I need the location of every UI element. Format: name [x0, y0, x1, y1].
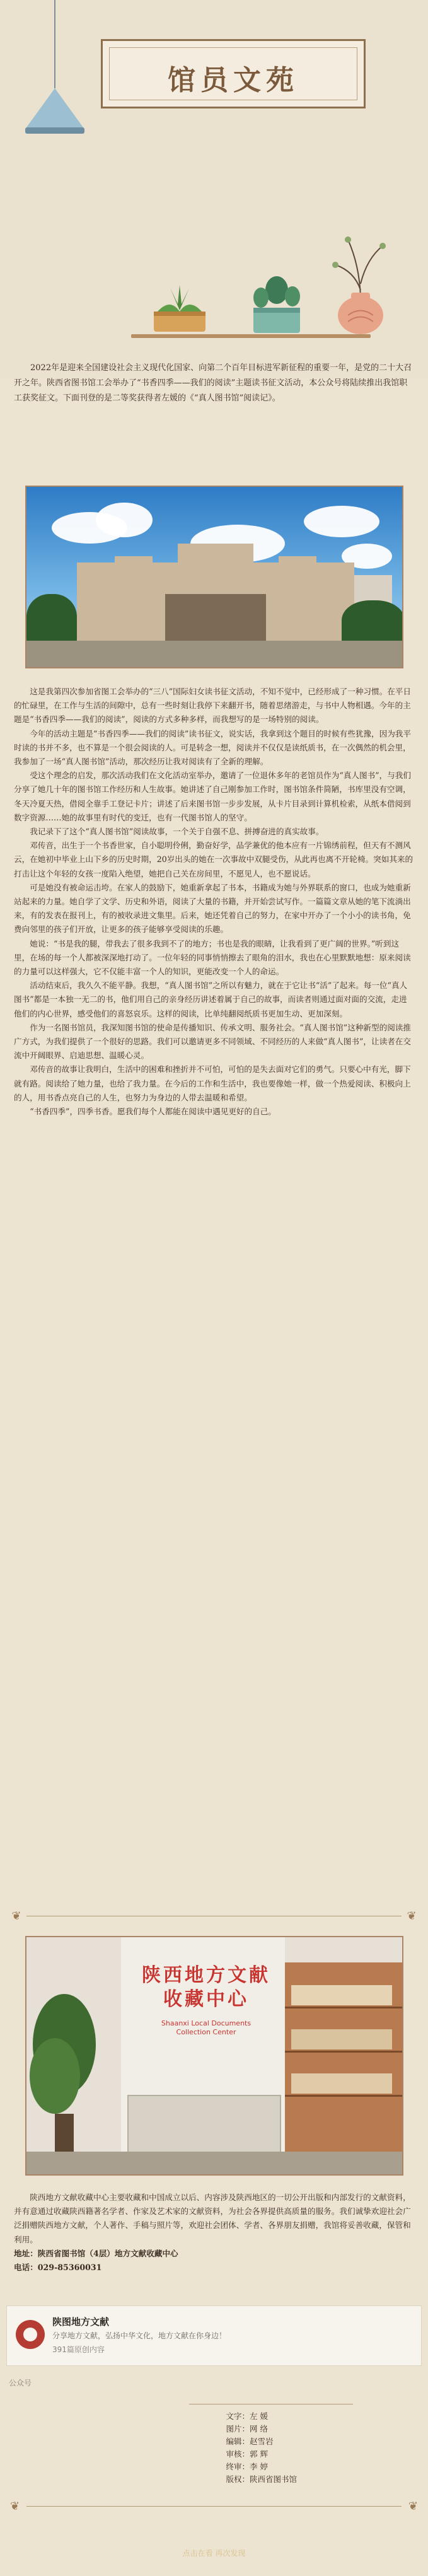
potted-plant-icon — [26, 1988, 102, 2176]
credit-row: 审核：郭 辉 — [226, 2449, 268, 2459]
plaza — [26, 641, 402, 668]
shelf-line — [131, 334, 371, 338]
collection-center-description: 陕西地方文献收藏中心主要收藏和中国成立以后、内容涉及陕西地区的一切公开出版和内部发行的文献资料，并有意通过收藏陕西籍著名学者、作家及艺术家的文献资料，为社会各界提供高质量的服务。我们诚挚欢迎社会广泛捐赠陕西地方文献，个人著作、手稿与照片等，欢迎社会团体、学者、各界朋友捐赠，我馆将妥善收藏，保管和利用。 — [14, 2193, 411, 2244]
account-post-count: 391篇原创内容 — [52, 2345, 105, 2354]
article-paragraph: 可是她没有被命运击垮。在家人的鼓励下，她重新拿起了书本，书籍成为她与外界联系的窗口，也成为她重新站起来的力量。她自学了文学、历史和外语，阅读了大量的书籍，并开始尝试写作。一篇篇文章从她的笔下流淌出来，有的发表在报刊上，有的被收录进文集里。后来，她还凭着自己的努力，在家中开办了一个小小的读书角，免费向邻里的孩子们开放，让更多的孩子能够享受阅读的乐趣。 — [14, 882, 411, 935]
article-paragraph: 她说：“书是我的腿，带我去了很多我到不了的地方；书也是我的眼睛，让我看到了更广阔的世界。”听到这里，在场的每一个人都被深深地打动了。一位年轻的同事悄悄擦去了眼角的泪水，我也在心里默默地想：原来阅读的力量可以这样强大，它不仅能丰富一个人的知识，更能改变一个人的命运。 — [14, 938, 411, 977]
collection-center-info — [14, 2191, 415, 2275]
header-banner — [0, 0, 428, 378]
account-type-label: 公众号 — [9, 2379, 32, 2387]
article-paragraph: 我记录下了这个“真人图书馆”阅读故事，一个关于自强不息、拼搏奋进的真实故事。 — [30, 827, 324, 837]
credit-row: 终审：李 婷 — [226, 2462, 268, 2471]
article-paragraph: 活动结束后，我久久不能平静。我想，“真人图书馆”之所以有魅力，就在于它让书“活”了起来。每一位“真人图书”都是一本独一无二的书，他们用自己的亲身经历讲述着属于自己的故事，而读者则通过面对面的交流，走进他们的内心世界，感受他们的喜怒哀乐。这样的阅读，比单纯翻阅纸质书更加生动、更加深刻。 — [14, 981, 408, 1018]
article-paragraph: 邓传音，出生于一个书香世家，自小聪明伶俐，勤奋好学，品学兼优的他本应有一片锦绣前程，但天有不测风云，在她初中毕业上山下乡的历史时期，20岁出头的她在一次事故中双腿受伤，从此再也离不开轮椅。突如其来的打击让这个年轻的女孩一度陷入绝望，她把自己关在房间里，不愿见人，也不愿说话。 — [14, 841, 414, 878]
knot-icon: ❦ — [10, 2500, 20, 2513]
intro-paragraph: 2022年是迎来全国建设社会主义现代化国家、向第二个百年目标进军新征程的重要一年，是党的二十大召开之年。陕西省图书馆工会举办了“书香四季——我们的阅读”主题读书征文活动，本公众号将陆续推出我馆职工获奖征文。下面刊登的是二等奖获得者左媛的《“真人图书馆”阅读记》。 — [14, 363, 412, 403]
collection-center-sign: 陕西地方文献 收藏中心 — [142, 1964, 270, 2010]
credit-row: 编辑：赵雪岩 — [226, 2437, 274, 2446]
knot-icon: ❦ — [408, 2500, 418, 2513]
floor — [26, 2152, 403, 2176]
credits-block — [189, 2410, 353, 2486]
vase-plant-icon — [323, 227, 398, 335]
lamp-rim — [25, 127, 84, 134]
credit-row: 版权：陕西省图书馆 — [226, 2474, 298, 2484]
library-building-photo — [25, 486, 403, 668]
account-avatar — [16, 2320, 45, 2349]
footer-prompt: 点击在看 再次发现 — [182, 2549, 246, 2558]
phone-line: 电话：029-85360031 — [14, 2263, 102, 2273]
article-paragraph: 作为一名图书馆员，我深知图书馆的使命是传播知识、传承文明、服务社会。“真人图书馆”这种新型的阅读推广方式，为我们提供了一个很好的思路。我们可以邀请更多不同领域、不同经历的人来做“真人图书”，让读者在交流中开阔眼界、启迪思想、温暖心灵。 — [14, 1022, 411, 1061]
page-title: 馆员文苑 — [168, 64, 299, 96]
article-paragraph: 这是我第四次参加省图工会举办的“三八”国际妇女读书征文活动，不知不觉中，已经形成了一种习惯。在平日的忙碌里，在工作与生活的间隙中，总有一些时刻让我停下来翻开书，随着思绪游走，与书中人物相遇。今年的主题是“书香四季——我们的阅读”，阅读的方式多种多样，而我想写的是一场特别的阅读。 — [14, 687, 411, 725]
account-description: 分享地方文献，弘扬中华文化，地方文献在你身边！ — [52, 2331, 227, 2340]
cactus-icon — [242, 271, 311, 335]
credit-row: 图片：网 络 — [226, 2424, 268, 2433]
lamp-icon — [26, 88, 83, 127]
knot-icon: ❦ — [11, 1909, 21, 1923]
title-frame — [101, 39, 366, 108]
article-paragraph: 今年的活动主题是“书香四季——我们的阅读”读书征文，说实话，我拿到这个题目的时候有些犹豫，因为我平时读的书并不多，也不算是一个很会阅读的人。可是转念一想，阅读并不仅仅是读纸质书，在一次偶然的机会里，我参加了一场“真人图书馆”活动，那次经历让我对阅读有了全新的理解。 — [14, 728, 411, 767]
display-case — [127, 2095, 281, 2160]
collection-center-sign-en: Shaanxi Local Documents Collection Center — [161, 2019, 252, 2036]
credit-row: 文字：左 媛 — [226, 2411, 268, 2421]
knot-icon: ❦ — [407, 1909, 417, 1923]
ornament-divider — [6, 1907, 422, 1926]
article-paragraph: 受这个理念的启发，那次活动我们在文化活动室举办，邀请了一位退休多年的老馆员作为“真人图书”，与我们分享了她几十年的图书馆工作经历和人生故事。她讲述了自己刚参加工作时，图书馆条件简陋，书库里没有空调，冬天冷夏天热，借阅全靠手工登记卡片；讲述了后来图书馆一步步发展，从卡片目录到计算机检索，从纸本借阅到数字资源……她的故事里有时代的变迁，也有一代图书馆人的坚守。 — [14, 771, 411, 822]
article-paragraph: “书香四季”，四季书香。愿我们每个人都能在阅读中遇见更好的自己。 — [30, 1107, 276, 1117]
collection-center-photo — [25, 1936, 403, 2176]
lamp-wire — [54, 0, 55, 88]
succulent-icon — [145, 285, 214, 335]
article-paragraph: 邓传音的故事让我明白，生活中的困难和挫折并不可怕，可怕的是失去面对它们的勇气。只要心中有光，脚下就有路。阅读给了她力量，也给了我力量。在今后的工作和生活中，我也要像她一样，做一个热爱阅读、积极向上的人，用书香点亮自己的人生，也努力为身边的人带去温暖和希望。 — [14, 1064, 411, 1102]
account-name: 陕图地方文献 — [52, 2316, 110, 2328]
account-card[interactable] — [6, 2305, 422, 2366]
article-body — [14, 685, 415, 1119]
address-line: 地址：陕西省图书馆（4层）地方文献收藏中心 — [14, 2248, 178, 2258]
ornament-divider-bottom — [6, 2497, 422, 2516]
